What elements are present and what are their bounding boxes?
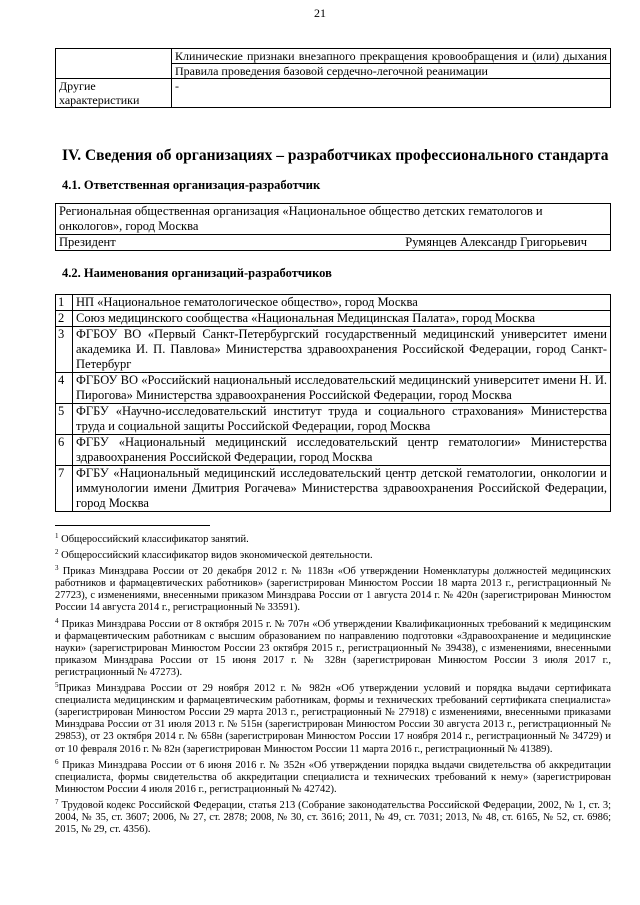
- subsection-heading: 4.2. Наименования организаций-разработчиков: [62, 266, 332, 280]
- table-row: [56, 295, 611, 311]
- footnote-text: Приказ Минздрава России от 29 ноября 2012 г. № 982н «Об утверждении условий и порядка выдачи сертификата специалиста медицинским и фармацевтическим работникам, формы и технических требований сертификата специалиста» (зарегистрирован Минюстом России 29 марта 2013 г., регистрационный № 27918) с изменениями, внесенными приказами Минздрава России от 31 июля 2013 г. № 515н (зарегистрирован Минюстом России 30 августа 2013 г., регистрационный № 29853), от 23 октября 2014 г. № 658н (зарегистрирован Минюстом России 17 ноября 2014 г., регистрационный № 34729) и от 10 февраля 2016 г. № 82н (зарегистрирован Минюстом России 11 марта 2016 г., регистрационный № 41389).: [55, 683, 611, 755]
- footnote-text: Трудовой кодекс Российской Федерации, статья 213 (Собрание законодательства Российской Федерации, 2002, № 1, ст. 3; 2004, № 35, ст. 3607; 2006, № 27, ст. 2878; 2008, № 30, ст. 3616; 2011, № 49, ст. 7031; 2013, № 48, ст. 6165, № 52, ст. 6986; 2015, № 29, ст. 4356).: [55, 799, 612, 836]
- subsection-heading: 4.1. Ответственная организация-разработчик: [62, 178, 321, 192]
- row-number: 6: [56, 435, 73, 466]
- signatory-cell: [56, 235, 611, 251]
- org-name: Союз медицинского сообщества «Национальная Медицинская Палата», город Москва: [73, 311, 611, 327]
- footnote-mark: 4: [55, 616, 59, 625]
- row-number: 7: [56, 466, 73, 512]
- table-row: [56, 49, 611, 64]
- footnote: [55, 530, 611, 546]
- table-row: [56, 204, 611, 235]
- table-cell-text: Правила проведения базовой сердечно-легочной реанимации: [172, 64, 611, 79]
- table-row: [56, 79, 611, 108]
- table-row: [56, 311, 611, 327]
- footnote-text: Общероссийский классификатор занятий.: [61, 534, 249, 545]
- row-number: 5: [56, 404, 73, 435]
- table-row: [56, 404, 611, 435]
- footnote: [55, 756, 611, 796]
- responsible-org-table: [55, 203, 611, 251]
- table-cell-text: Клинические признаки внезапного прекращения кровообращения и (или) дыхания: [172, 49, 611, 64]
- org-name: ФГБУ «Национальный медицинский исследовательский центр детской гематологии, онкологии и иммунологии имени Дмитрия Рогачева» Министерства здравоохранения Российской Федерации, город Москва: [73, 466, 611, 512]
- position-label: Президент: [59, 235, 116, 249]
- footnote-text: Приказ Минздрава России от 6 июня 2016 г. № 352н «Об утверждении порядка выдачи свидетельства об аккредитации специалиста, формы свидетельства об аккредитации специалиста и технических требований к нему» (зарегистрирован Минюстом России 4 июля 2016 г., регистрационный № 42742).: [55, 759, 612, 795]
- table-row: [56, 327, 611, 373]
- table-row: [56, 435, 611, 466]
- page-number: 21: [314, 6, 326, 20]
- footnote-text: Приказ Минздрава России от 20 декабря 2012 г. № 1183н «Об утверждении Номенклатуры должностей медицинских работников и фармацевтических работников» (зарегистрирован Минюстом России 18 марта 2013 г., регистрационный № 27723), с изменениями, внесенными приказом Минздрава России от 1 августа 2014 г. № 420н (зарегистрирован Минюстом России 14 августа 2014 г., регистрационный № 33591).: [55, 566, 612, 614]
- table-row: [56, 466, 611, 512]
- org-name: ФГБОУ ВО «Российский национальный исследовательский медицинский университет имени Н. И. Пирогова» Министерства здравоохранения Российской Федерации, город Москва: [73, 373, 611, 404]
- characteristics-table: [55, 48, 611, 108]
- table-cell-text: -: [172, 79, 611, 108]
- row-number: 4: [56, 373, 73, 404]
- footnote-mark: 3: [55, 564, 59, 573]
- table-cell-label: Другие характеристики: [56, 79, 172, 108]
- footnote: [55, 546, 611, 562]
- org-name: ФГБУ «Национальный медицинский исследовательский центр гематологии» Министерства здравоохранения Российской Федерации, город Москва: [73, 435, 611, 466]
- footnote-mark: 1: [55, 532, 59, 540]
- org-name: ФГБУ «Научно-исследовательский институт труда и социального страхования» Министерства труда и социальной защиты Российской Федерации, город Москва: [73, 404, 611, 435]
- table-cell-label: [56, 49, 172, 79]
- footnote-mark: 2: [55, 548, 59, 557]
- table-row: [56, 235, 611, 251]
- footnote-divider: [55, 525, 210, 526]
- footnote: [55, 679, 611, 756]
- row-number: 2: [56, 311, 73, 327]
- section-heading: IV. Сведения об организациях – разработчиках профессионального стандарта: [62, 147, 609, 164]
- footnote-text: Общероссийский классификатор видов экономической деятельности.: [61, 550, 373, 562]
- footnote: [55, 796, 611, 836]
- org-name-cell: Региональная общественная организация «Национальное общество детских гематологов и онкологов», город Москва: [56, 204, 611, 235]
- org-name: ФГБОУ ВО «Первый Санкт-Петербургский государственный медицинский университет имени академика И. П. Павлова» Министерства здравоохранения Российской Федерации, город Санкт-Петербург: [73, 327, 611, 373]
- developer-orgs-table: [55, 294, 611, 512]
- footnote-mark: 5: [55, 681, 59, 690]
- footnote: [55, 562, 611, 614]
- row-number: 1: [56, 295, 73, 311]
- table-row: [56, 373, 611, 404]
- footnote-mark: 7: [55, 797, 59, 806]
- footnote-mark: 6: [55, 757, 59, 766]
- footnote: [55, 615, 611, 679]
- person-name: Румянцев Александр Григорьевич: [405, 235, 587, 249]
- row-number: 3: [56, 327, 73, 373]
- footnote-text: Приказ Минздрава России от 8 октября 2015 г. № 707н «Об утверждении Квалификационных требований к медицинским и фармацевтическим работникам с высшим образованием по направлению подготовки «Здравоохранение и медицинские науки» (зарегистрирован Минюстом России 23 октября 2015 г., регистрационный № 39438), с изменениями, внесенными приказом Минздрава России от 15 июня 2017 г. № 328н (зарегистрирован Минюстом России 3 июля 2017 г., регистрационный № 47273).: [55, 618, 611, 678]
- org-name: НП «Национальное гематологическое общество», город Москва: [73, 295, 611, 311]
- footnotes: [55, 530, 611, 836]
